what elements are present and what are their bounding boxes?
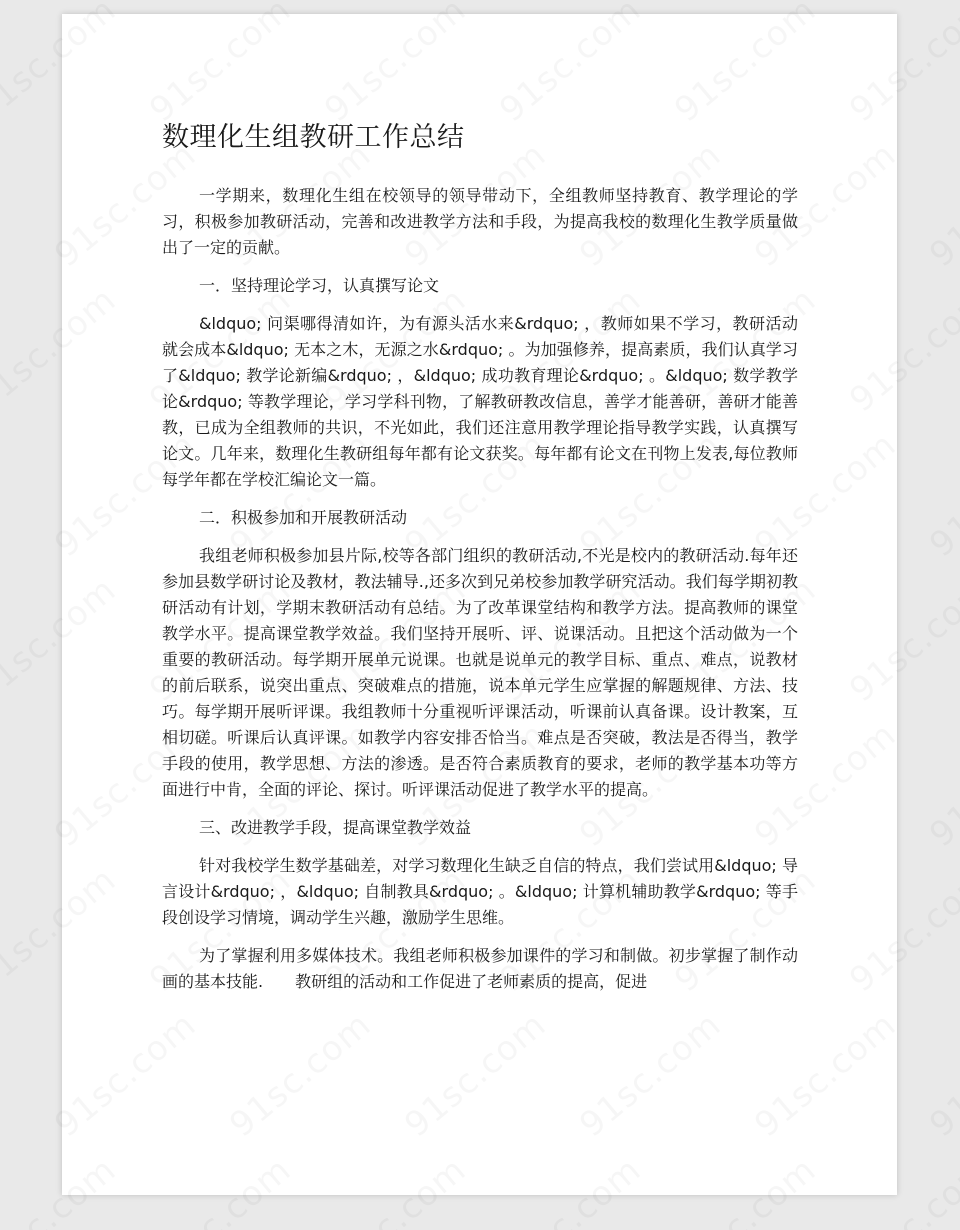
- watermark-text: [922, 1005, 960, 1146]
- watermark-text: [922, 715, 960, 856]
- section-1-paragraph: &ldquo; 问渠哪得清如许，为有源头活水来&rdquo; ，教师如果不学习，教研活动就会成本&ldquo; 无本之木，无源之水&rdquo; 。为加强修养，提高素质，我们认真学习了&ldquo; 教学论新编&rdquo; ，&ldquo; 成功教育理论&rdquo; 。&ldquo; 数学教学论&rdquo; 等教学理论，学习学科刊物，了解教研教改信息，善学才能善研，善研才能善教，已成为全组教师的共识，不光如此，我们还注意用教学理论指导教学实践，认真撰写论文。几年来，数理化生教研组每年都有论文获奖。每年都有论文在刊物上发表,每位教师每学年都在学校汇编论文一篇。: [162, 314, 798, 489]
- section-2-paragraph: 我组老师积极参加县片际,校等各部门组织的教研活动,不光是校内的教研活动.每年还参加县数学研讨论及教材，教法辅导.,还多次到兄弟校参加教学研究活动。我们每学期初教研活动有计划，学期末教研活动有总结。为了改革课堂结构和教学方法。提高教师的课堂教学水平。提高课堂教学效益。我们坚持开展听、评、说课活动。且把这个活动做为一个重要的教研活动。每学期开展单元说课。也就是说单元的教学目标、重点、难点，说教材的前后联系，说突出重点、突破难点的措施，说本单元学生应掌握的解题规律、方法、技巧。每学期开展听评课。我组教师十分重视听评课活动，听课前认真备课。设计教案，互相切磋。听课后认真评课。如教学内容安排否恰当。难点是否突破，教法是否得当，教学手段的使用，教学思想、方法的渗透。是否符合素质教育的要求，老师的教学基本功等方面进行中肯，全面的评论、探讨。听评课活动促进了教学水平的提高。: [162, 546, 798, 799]
- section-heading-3: 三、改进教学手段，提高课堂教学效益: [199, 818, 472, 837]
- document-title: 数理化生组教研工作总结: [162, 122, 465, 153]
- section-3-paragraph-2: 为了掌握利用多媒体技术。我组老师积极参加课件的学习和制做。初步掌握了制作动画的基本技能. 教研组的活动和工作促进了老师素质的提高，促进: [162, 946, 798, 991]
- section-3-paragraph-1: 针对我校学生数学基础差，对学习数理化生缺乏自信的特点，我们尝试用&ldquo; 导言设计&rdquo; ，&ldquo; 自制教具&rdquo; 。&ldquo; 计算机辅助教学&rdquo; 等手段创设学习情境，调动学生兴趣，激励学生思维。: [162, 856, 798, 927]
- watermark-text: [922, 135, 960, 276]
- section-heading-1: 一．坚持理论学习，认真撰写论文: [199, 276, 440, 295]
- document-body: [162, 183, 798, 1007]
- intro-paragraph: 一学期来，数理化生组在校领导的领导带动下，全组教师坚持教育、教学理论的学习，积极参加教研活动，完善和改进教学方法和手段，为提高我校的数理化生教学质量做出了一定的贡献。: [162, 186, 798, 257]
- watermark-text: [922, 425, 960, 566]
- section-heading-2: 二．积极参加和开展教研活动: [199, 508, 408, 527]
